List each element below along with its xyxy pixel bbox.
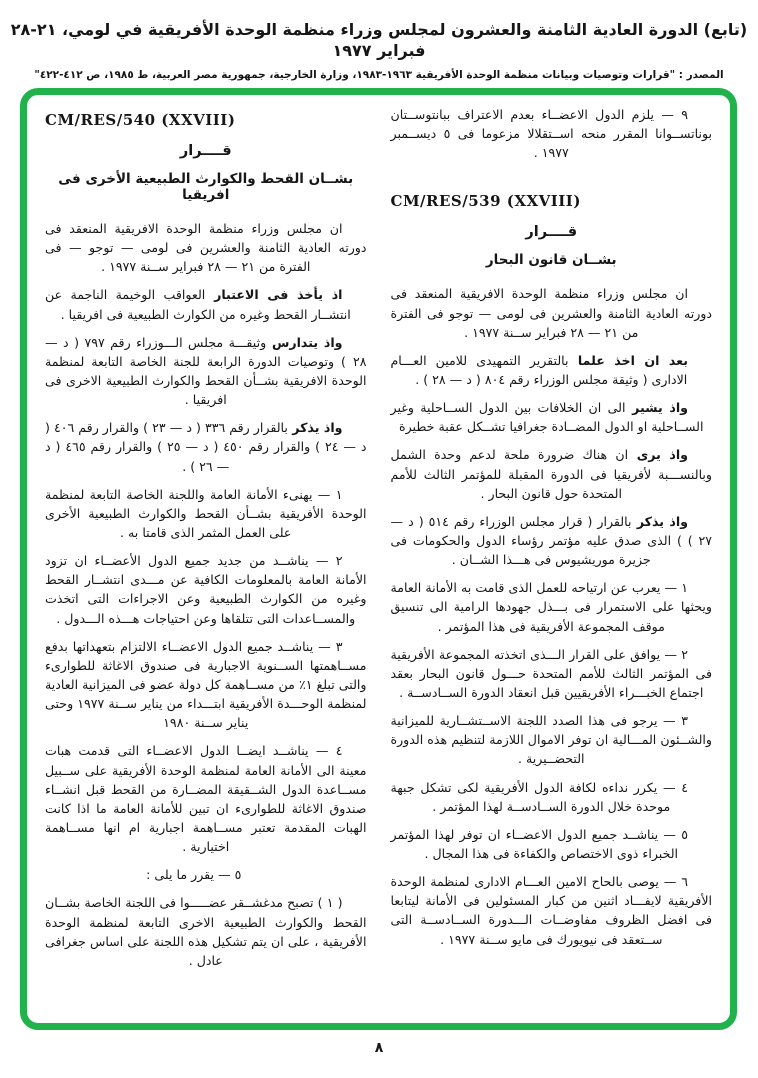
- paragraph: ١ — يعرب عن ارتياحه للعمل الذى قامت به الأمانة العامة ويحثها على الاستمرار فى بـــذل جهودها الرامية الى تنسيق موقف المجموعة الأفريقية فى هذا المؤتمر .: [390, 580, 712, 634]
- paragraph: اذ يأخذ فى الاعتبار العواقب الوخيمة الناجمة عن انتشــار القحط وغيره من الكوارث الطبيعية فى افريقيا .: [45, 287, 351, 322]
- paragraph: ٢ — يوافق على القرار الـــذى اتخذته المجموعة الأفريقية فى المؤتمر الثالث للأمم المتحدة حـــول قانون البحار بعقد اجتماع الخبـــراء الأفريقيين قبل انعقاد الدورة الســادســة .: [390, 646, 712, 700]
- right-column: [391, 105, 713, 1015]
- resolution-540-body: [45, 219, 367, 970]
- paragraph: ان مجلس وزراء منظمة الوحدة الافريقية المنعقد فى دورته العادية الثامنة والعشرين فى لومى — توجو فى الفترة من ٢١ — ٢٨ فبراير ســنة ١٩٧٧ .: [390, 286, 712, 340]
- resolution-540-subtitle: بشــان القحط والكوارث الطبيعية الأخرى فى افريقيا: [58, 171, 354, 203]
- carryover-paragraph: ٩ — يلزم الدول الاعضــاء بعدم الاعتراف ببانتوســتان بوناتســوانا المقرر منحه اســتقلالا مزعوما فى ٥ ديســمبر ١٩٧٧ .: [390, 107, 712, 161]
- resolution-540-title: قــــرار: [179, 143, 232, 159]
- paragraph: ٤ — يناشــد ايضــا الدول الاعضــاء التى قدمت هبات معينة الى الأمانة العامة لمنظمة الوحدة الأفريقية على ســبيل مســاعدة الدول الشــقيقة المضــارة من القحط قبل انشــاء صندوق الاغاثة للطوارىء ان تبين للأمانة العامة ما اذا كانت الهبات المقدمة تعتبر مســاهمة اجبارية ام انها مســاهمة اختيارية .: [45, 743, 367, 855]
- paragraph: واذ يذكر بالقرار رقم ٣٣٦ ( د — ٢٣ ) والقرار رقم ٤٠٦ ( د — ٢٤ ) والقرار رقم ٤٥٠ ( د — ٢٥ ) والقرار رقم ٤٦٥ ( د — ٢٦ ) .: [45, 420, 367, 474]
- paragraph: ( ١ ) تصبح مدغشــقر عضـــــوا فى اللجنة الخاصة بشــان القحط والكوارث الطبيعية الاخرى التابعة لمنظمة الوحدة الأفريقية ، على ان يتم تشكيل هذه اللجنة على اساس جغرافى عادل .: [45, 895, 367, 968]
- content-border: [20, 88, 737, 1030]
- header-session-title: (تابع) الدورة العادية الثامنة والعشرون لمجلس وزراء منظمة الوحدة الأفريقية في لومي، ٢١-٢٨ فبراير ١٩٧٧: [10, 20, 748, 60]
- two-column-layout: [45, 105, 712, 1015]
- paragraph: ١ — يهنىء الأمانة العامة واللجنة الخاصة التابعة لمنظمة الوحدة الأفريقية بشــأن القحط والكوارث الطبيعية الأخرى على العمل المثمر الذى قامتا به .: [45, 486, 367, 540]
- resolution-539-subtitle: بشــان قانون البحار: [485, 252, 617, 269]
- paragraph: ٥ — يقرر ما يلى :: [146, 867, 242, 883]
- paragraph: واذ يشير الى ان الخلافات بين الدول الســاحلية وغير الســاحلية او الدول المضــادة جغرافيا تشــكل عقبة خطيرة: [390, 400, 704, 435]
- paragraph: ٢ — يناشــد من جديد جميع الدول الأعضــاء ان تزود الأمانة العامة بالمعلومات الكافية عن مـــدى انتشــار القحط وغيره من الكوارث الطبيعية وعن الاجراءات التى اتخذت والمســاعدات التى تتلقاها وعن احتياجات هـــذه الـــدول .: [45, 553, 367, 626]
- resolution-539-title: قــــرار: [525, 224, 578, 241]
- left-column: [45, 105, 367, 1015]
- paragraph: واذ يرى ان هناك ضرورة ملحة لدعم وحدة الشمل وبالنســـبة لأفريقيا فى الدورة المقبلة للمؤتمر الثالث للأمم المتحدة حول قانون البحار .: [390, 447, 712, 501]
- resolution-539-body: [391, 284, 713, 948]
- paragraph: بعد ان اخذ علما بالتقرير التمهيدى للامين العـــام الادارى ( وثيقة مجلس الوزراء رقم ٨٠٤ ( د — ٢٨ ) .: [390, 352, 688, 387]
- paragraph: ٥ — يناشــد جميع الدول الاعضــاء ان توفر لهذا المؤتمر الخبراء ذوى الاختصاص والكفاءة فى هذا المجال .: [390, 826, 688, 861]
- paragraph: ٣ — يرجو فى هذا الصدد اللجنة الاســتشــارية للميزانية والشــئون المـــالية ان توفر الاموال اللازمة لتنظيم هذه الدورة التحضــيرية .: [390, 713, 712, 767]
- page-header: [0, 0, 758, 81]
- paragraph: ٦ — يوصى بالحاح الامين العـــام الادارى لمنظمة الوحدة الأفريقية لايفـــاد اثنين من كبار المسئولين فى الأمانة ليتابعا فى افضل الظروف مفاوضــات الـــدورة الســادســة التى ســتعقد فى نيويورك فى مايو ســنة ١٩٧٧ .: [390, 874, 712, 947]
- resolution-id-539: CM/RES/539 (XXVIII): [390, 192, 581, 211]
- paragraph: واذ يتدارس وثيقـــة مجلس الـــوزراء رقم ٧٩٧ ( د — ٢٨ ) وتوصيات الدورة الرابعة للجنة الخاصة التابعة لمنظمة الوحدة الافريقية بشــأن القحط والكوارث الطبيعية الاخرى فى افريقيا .: [45, 334, 367, 408]
- header-source-citation: المصدر : "قرارات وتوصيات وبيانات منظمة الوحدة الأفريقية ١٩٦٣-١٩٨٣، وزارة الخارجية، جمهورية مصر العربية، ط ١٩٨٥، ص ٤١٢-٤٢٢": [34, 68, 724, 81]
- paragraph: ٤ — يكرر نداءه لكافة الدول الأفريقية لكى تشكل جبهة موحدة خلال الدورة الســادســة لهذا المؤتمر .: [390, 779, 688, 814]
- page-number: ٨: [374, 1040, 384, 1056]
- paragraph: ٣ — يناشــد جميع الدول الاعضــاء الالتزام بتعهداتها بدفع مســاهمتها الســنوية الاجبارية فى صندوق الاغاثة للطوارىء والتى تبلغ ١٪ من مســاهمة كل دولة عضو فى الميزانية العادية لمنظمة الوحـــدة الأفريقية ابتـــداء من يناير ســنة ١٩٧٧ وحتى يناير ســنة ١٩٨٠: [45, 638, 367, 731]
- paragraph: ان مجلس وزراء منظمة الوحدة الافريقية المنعقد فى دورته العادية الثامنة والعشرين فى لومى — توجو — فى الفترة من ٢١ — ٢٨ فبراير ســنة ١٩٧٧ .: [45, 221, 367, 275]
- resolution-id-540: CM/RES/540 (XXVIII): [45, 111, 236, 129]
- paragraph: واذ يذكر بالقرار ( قرار مجلس الوزراء رقم ٥١٤ ( د — ٢٧ ) ) الذى صدق عليه مؤتمر رؤساء الدول والحكومات فى جزيرة موريشيوس فى هـــذا الشــان .: [390, 513, 712, 568]
